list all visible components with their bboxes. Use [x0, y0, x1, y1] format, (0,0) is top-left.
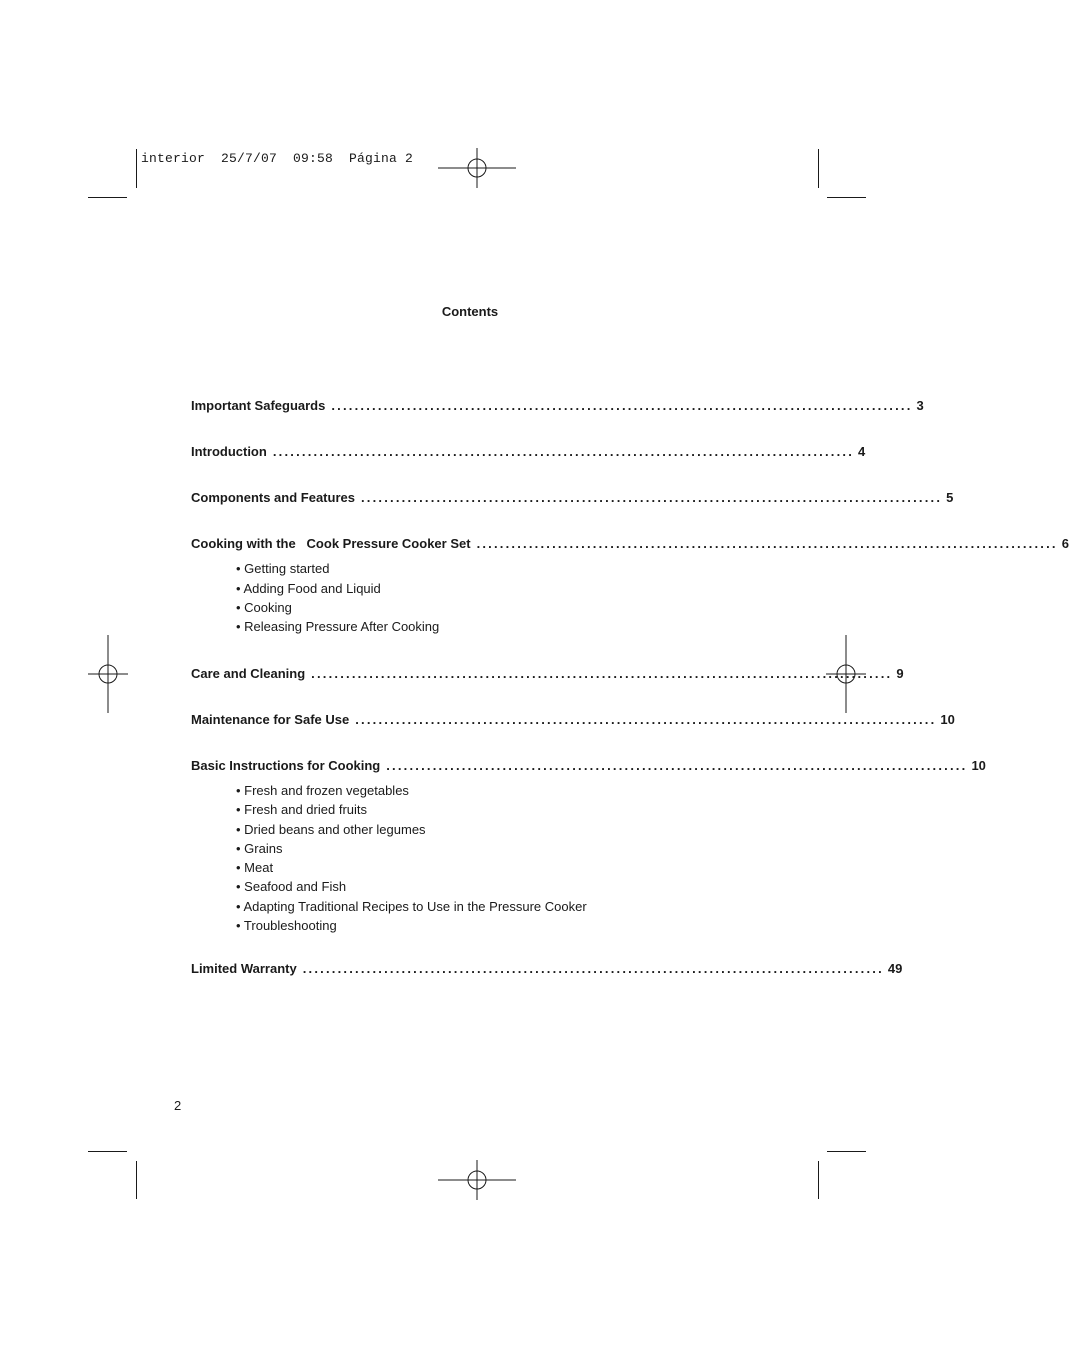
toc-label: Important Safeguards [191, 398, 326, 413]
toc-leader-dots: .................................................................................................... [355, 712, 937, 727]
toc-entry-basic-instructions [191, 758, 986, 774]
registration-mark-bottom-icon [438, 1160, 516, 1200]
crop-mark-bottom-right-vertical [818, 1161, 819, 1199]
toc-leader-dots: .................................................................................................... [311, 666, 893, 681]
crop-mark-bottom-left-vertical [136, 1161, 137, 1199]
crop-mark-top-left-vertical [136, 149, 137, 188]
toc-entry-maintenance [191, 712, 955, 728]
toc-leader-dots: .................................................................................................... [331, 398, 913, 413]
toc-entry-cooking-with [191, 536, 1069, 552]
registration-mark-top-icon [438, 148, 516, 188]
toc-subitem: • Adapting Traditional Recipes to Use in the Pressure Cooker [236, 899, 587, 914]
crop-mark-top-right-horizontal [827, 197, 866, 198]
toc-subitem: • Cooking [236, 600, 292, 615]
toc-page-number: 5 [946, 490, 954, 505]
toc-page-number: 49 [887, 961, 903, 976]
toc-subitem: • Fresh and frozen vegetables [236, 783, 409, 798]
toc-page-number: 6 [1061, 536, 1069, 551]
registration-mark-left-icon [88, 635, 128, 713]
toc-label: Limited Warranty [191, 961, 297, 976]
toc-subitem: • Grains [236, 841, 283, 856]
toc-leader-dots: .................................................................................................... [272, 444, 855, 459]
toc-subitem: • Releasing Pressure After Cooking [236, 619, 440, 634]
toc-subitem: • Fresh and dried fruits [236, 802, 367, 817]
crop-mark-top-right-vertical [818, 149, 819, 188]
toc-entry-care-and-cleaning [191, 666, 904, 682]
toc-label: Basic Instructions for Cooking [191, 758, 381, 773]
toc-page-number: 10 [971, 758, 986, 773]
toc-subitem: • Getting started [236, 561, 330, 576]
toc-subitem: • Dried beans and other legumes [236, 822, 426, 837]
toc-subitem: • Adding Food and Liquid [236, 581, 381, 596]
printer-slug-line: interior 25/7/07 09:58 Página 2 [141, 151, 414, 166]
toc-label: Maintenance for Safe Use [191, 712, 350, 727]
toc-leader-dots: .................................................................................................... [360, 490, 943, 505]
page-title: Contents [441, 304, 499, 319]
page-number: 2 [174, 1098, 182, 1113]
crop-mark-top-left-horizontal [88, 197, 127, 198]
toc-page-number: 3 [916, 398, 924, 413]
crop-mark-bottom-left-horizontal [88, 1151, 127, 1152]
toc-leader-dots: .................................................................................................... [302, 961, 884, 976]
toc-subitem: • Troubleshooting [236, 918, 337, 933]
toc-entry-important-safeguards [191, 398, 924, 414]
toc-entry-introduction [191, 444, 866, 460]
toc-subitem: • Meat [236, 860, 274, 875]
toc-label: Introduction [191, 444, 267, 459]
toc-leader-dots: .................................................................................................... [386, 758, 968, 773]
toc-entry-limited-warranty [191, 961, 903, 977]
crop-mark-bottom-right-horizontal [827, 1151, 866, 1152]
toc-entry-components-and-features [191, 490, 954, 506]
toc-page-number: 10 [940, 712, 955, 727]
toc-page-number: 4 [858, 444, 866, 459]
toc-label: Cooking with the Cook Pressure Cooker Set [191, 536, 471, 551]
toc-subitem: • Seafood and Fish [236, 879, 347, 894]
toc-label: Components and Features [191, 490, 355, 505]
toc-label: Care and Cleaning [191, 666, 306, 681]
toc-leader-dots: .................................................................................................... [476, 536, 1058, 551]
toc-page-number: 9 [896, 666, 904, 681]
